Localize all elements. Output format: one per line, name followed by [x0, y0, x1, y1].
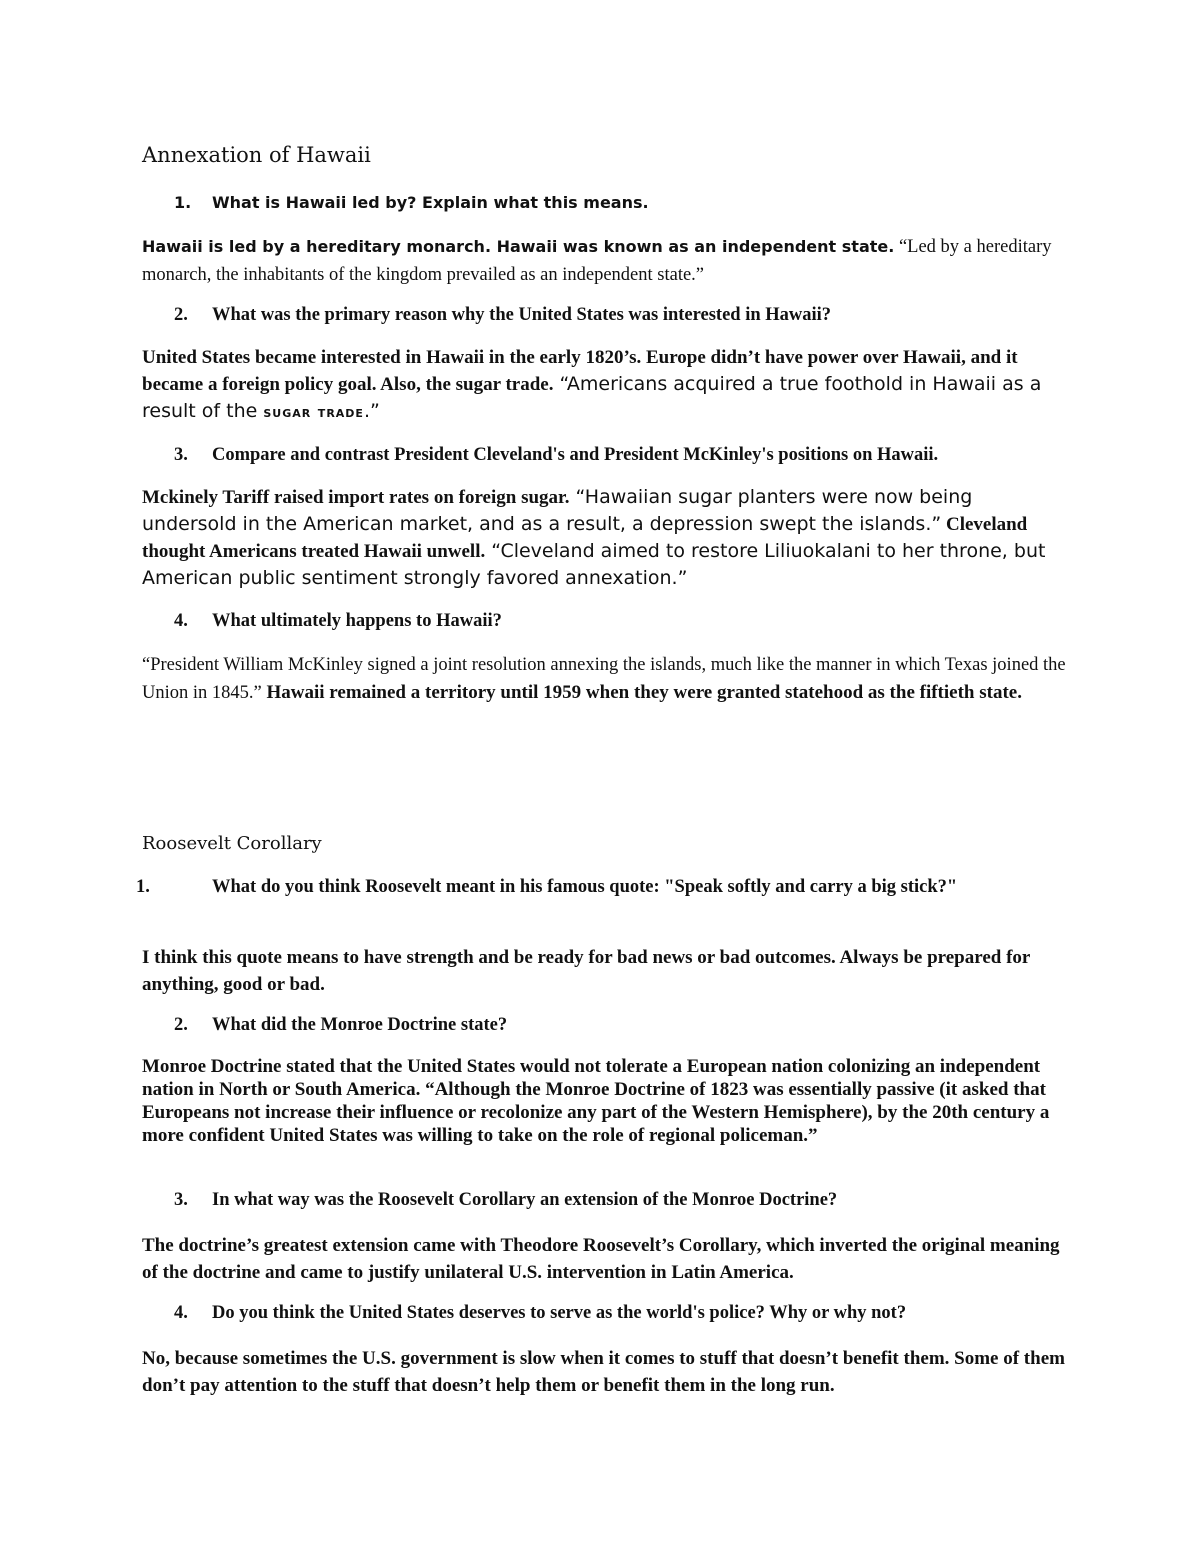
answer-2 — [142, 344, 1067, 425]
answer-4 — [142, 651, 1067, 707]
question-3 — [174, 1188, 1064, 1213]
answer-1 — [142, 233, 1067, 289]
question-number: 4. — [174, 611, 188, 631]
answer-quote-2: “Cleveland aimed to restore Liliuokalani to her throne, but American public sentiment strongly favored annexation.” — [142, 540, 1046, 589]
question-1 — [136, 875, 1052, 900]
question-number: 3. — [174, 445, 188, 465]
answer-bold-1: Mckinely Tariff raised import rates on foreign sugar. — [142, 487, 570, 508]
question-text: What ultimately happens to Hawaii? — [212, 611, 502, 631]
answer-bold-2: Cleveland thought Americans treated Hawaii unwell. — [142, 514, 1028, 562]
question-text: What was the primary reason why the United States was interested in Hawaii? — [212, 305, 832, 325]
answer-2: Monroe Doctrine stated that the United States would not tolerate a European nation colonizing an independent nation in North or South America. “Although the Monroe Doctrine of 1823 was essentially passive (it asked that Europeans not increase their influence or recolonize any part of the Western Hemisphere), by the 20th century a more confident United States was willing to take on the role of regional policeman.” — [142, 1056, 1050, 1146]
question-number: 3. — [174, 1190, 188, 1210]
answer-bold: Hawaii remained a territory until 1959 when they were granted statehood as the fiftieth state. — [261, 682, 1022, 703]
question-number: 4. — [174, 1303, 188, 1323]
answer-bold: United States became interested in Hawaii in the early 1820’s. Europe didn’t have power over Hawaii, and it became a foreign policy goal. Also, the sugar trade. — [142, 347, 1018, 395]
answer-quote: “Led by a hereditary monarch, the inhabitants of the kingdom prevailed as an independent state.” — [142, 237, 1052, 285]
section-title-hawaii: Annexation of Hawaii — [142, 143, 371, 167]
question-2 — [174, 1013, 1064, 1038]
question-number: 1. — [136, 877, 150, 897]
question-3 — [174, 443, 1064, 468]
question-4 — [174, 1301, 1064, 1326]
question-2 — [174, 303, 1064, 328]
answer-1: I think this quote means to have strength and be ready for bad news or bad outcomes. Always be prepared for anything, good or bad. — [142, 947, 1030, 995]
answer-3: The doctrine’s greatest extension came with Theodore Roosevelt’s Corollary, which inverted the original meaning of the doctrine and came to justify unilateral U.S. intervention in Latin America. — [142, 1235, 1060, 1283]
question-number: 2. — [174, 305, 188, 325]
answer-quote: “President William McKinley signed a joint resolution annexing the islands, much like the manner in which Texas joined the Union in 1845.” — [142, 655, 1066, 703]
answer-quote-end: .” — [363, 400, 380, 422]
question-number: 2. — [174, 1015, 188, 1035]
question-text: In what way was the Roosevelt Corollary an extension of the Monroe Doctrine? — [212, 1190, 838, 1210]
answer-quote-start: “Americans acquired a true foothold in Hawaii as a result of the — [142, 373, 1042, 422]
question-text: What did the Monroe Doctrine state? — [212, 1015, 508, 1035]
question-text: Compare and contrast President Cleveland's and President McKinley's positions on Hawaii. — [212, 445, 939, 465]
question-1 — [174, 190, 1064, 215]
answer-4: No, because sometimes the U.S. government is slow when it comes to stuff that doesn’t benefit them. Some of them don’t pay attention to the stuff that doesn’t help them or benefit them in the long run. — [142, 1348, 1065, 1396]
question-text: Do you think the United States deserves to serve as the world's police? Why or why not? — [212, 1303, 907, 1323]
answer-quote-smallcaps: sugar trade — [263, 402, 364, 421]
section-title-roosevelt: Roosevelt Corollary — [142, 833, 322, 854]
question-4 — [174, 609, 1064, 634]
answer-3 — [142, 484, 1067, 592]
answer-bold: Hawaii is led by a hereditary monarch. Hawaii was known as an independent state. — [142, 237, 895, 256]
question-text: What is Hawaii led by? Explain what this means. — [212, 193, 649, 212]
question-number: 1. — [174, 193, 192, 212]
question-text: What do you think Roosevelt meant in his famous quote: "Speak softly and carry a big stick?" — [212, 877, 958, 897]
answer-quote-1: “Hawaiian sugar planters were now being undersold in the American market, and as a result, a depression swept the islands.” — [142, 486, 973, 535]
